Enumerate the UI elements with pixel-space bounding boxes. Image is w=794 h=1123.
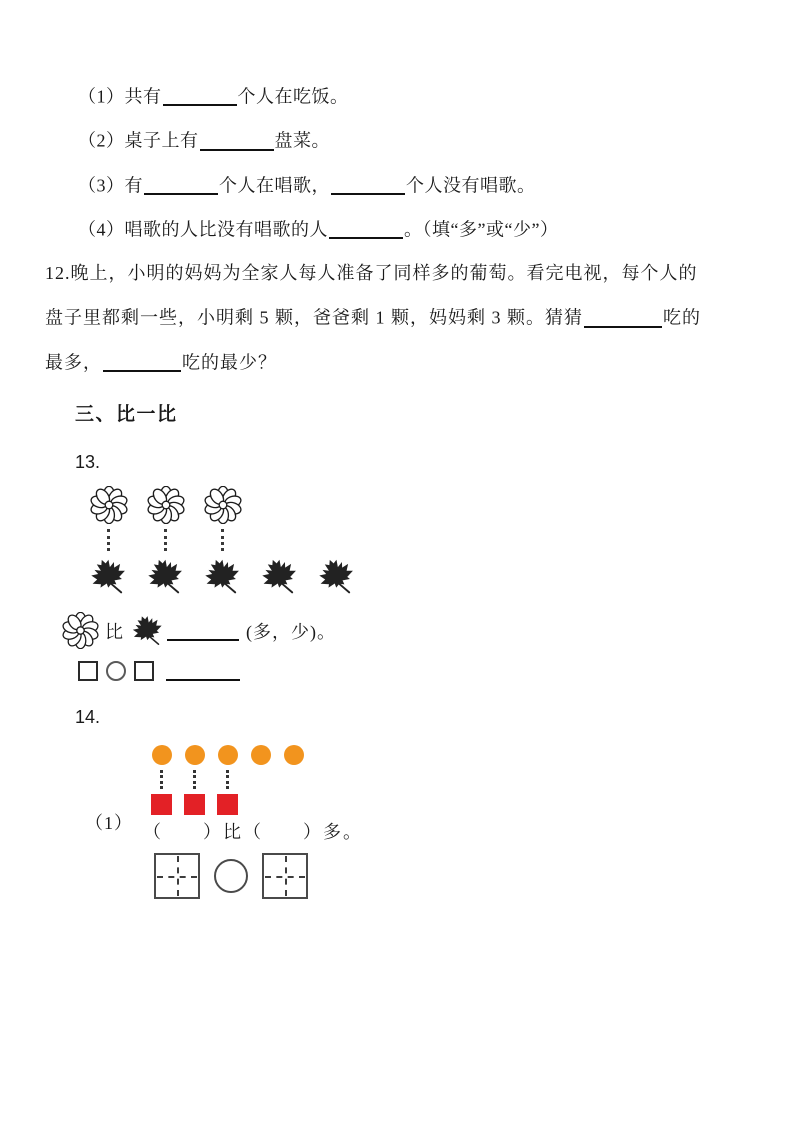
q14-circle-row bbox=[145, 745, 752, 765]
q11-subquestion-2 bbox=[78, 130, 752, 150]
red-square-counter-icon bbox=[151, 794, 172, 815]
flower-icon bbox=[204, 486, 242, 524]
item-text: 。（填“多”或“少”） bbox=[404, 219, 559, 240]
q14-number: 14. bbox=[75, 707, 101, 728]
question-text: 12.晚上，小明的妈妈为全家人每人准备了同样多的葡萄。看完电视，每个人的 bbox=[45, 263, 698, 284]
red-square-counter-icon bbox=[184, 794, 205, 815]
q12-line-1 bbox=[45, 263, 752, 283]
q14-square-row bbox=[145, 794, 752, 815]
answer-box-icon bbox=[134, 661, 154, 681]
answer-blank bbox=[200, 130, 274, 150]
item-text: 个人在唱歌， bbox=[219, 175, 330, 196]
answer-blank bbox=[331, 175, 405, 195]
item-text: （ ）比（ ）多。 bbox=[143, 822, 363, 843]
maple-leaf-icon bbox=[259, 556, 301, 598]
orange-circle-counter-icon bbox=[185, 745, 205, 765]
flower-icon bbox=[62, 612, 99, 649]
item-text: 桌子上有 bbox=[124, 130, 199, 151]
item-label: （4） bbox=[78, 219, 125, 240]
question-text: 吃的最少？ bbox=[182, 352, 277, 373]
dotted-link-icon bbox=[160, 770, 163, 789]
maple-leaf-icon bbox=[202, 556, 244, 598]
q13-number: 13. bbox=[75, 452, 101, 473]
item-text: 有 bbox=[124, 175, 143, 196]
dotted-link-icon bbox=[164, 529, 167, 551]
item-label: （1） bbox=[85, 813, 133, 834]
maple-leaf-icon bbox=[145, 556, 187, 598]
dotted-link-icon bbox=[221, 529, 224, 551]
answer-box-icon bbox=[78, 661, 98, 681]
flower-icon bbox=[147, 486, 185, 524]
item-label: （3） bbox=[78, 175, 125, 196]
q13-answer-line bbox=[62, 612, 752, 649]
maple-leaf-icon bbox=[130, 613, 166, 649]
options-text: (多，少)。 bbox=[246, 621, 336, 642]
dotted-link-icon bbox=[193, 770, 196, 789]
orange-circle-counter-icon bbox=[152, 745, 172, 765]
q14-figure bbox=[145, 745, 752, 815]
q11-subquestion-1 bbox=[78, 86, 752, 106]
q12-line-3 bbox=[45, 352, 752, 372]
section-heading: 三、比一比 bbox=[75, 404, 178, 426]
dotted-link-icon bbox=[107, 529, 110, 551]
answer-blank bbox=[144, 175, 218, 195]
answer-blank bbox=[163, 86, 237, 106]
question-text: 吃的 bbox=[663, 307, 701, 328]
flower-icon bbox=[90, 486, 128, 524]
question-text: 最多， bbox=[45, 352, 102, 373]
answer-blank bbox=[584, 307, 662, 327]
q13-symbol-row bbox=[78, 661, 752, 681]
answer-blank bbox=[166, 663, 240, 681]
comparison-circle-icon bbox=[214, 859, 248, 893]
tian-grid-box-icon bbox=[262, 853, 308, 899]
q13-figure bbox=[80, 486, 752, 598]
comparison-circle-icon bbox=[106, 661, 126, 681]
orange-circle-counter-icon bbox=[284, 745, 304, 765]
q11-subquestion-3 bbox=[78, 175, 752, 195]
item-label: （2） bbox=[78, 130, 125, 151]
q14-answer-grid-row bbox=[154, 853, 752, 899]
item-text: 个人没有唱歌。 bbox=[406, 175, 536, 196]
tian-grid-box-icon bbox=[154, 853, 200, 899]
q14-subquestion-1 bbox=[85, 813, 752, 843]
item-text: 盘菜。 bbox=[274, 130, 330, 151]
item-text: 共有 bbox=[124, 86, 162, 107]
answer-blank bbox=[329, 219, 403, 239]
q11-subquestion-4 bbox=[78, 219, 752, 239]
q14-link-row bbox=[145, 767, 752, 792]
item-label: （1） bbox=[78, 86, 125, 107]
q13-flower-row bbox=[80, 486, 752, 524]
red-square-counter-icon bbox=[217, 794, 238, 815]
orange-circle-counter-icon bbox=[251, 745, 271, 765]
answer-blank bbox=[167, 620, 239, 640]
orange-circle-counter-icon bbox=[218, 745, 238, 765]
maple-leaf-icon bbox=[316, 556, 358, 598]
answer-blank bbox=[103, 352, 181, 372]
dotted-link-icon bbox=[226, 770, 229, 789]
item-text: 唱歌的人比没有唱歌的人 bbox=[124, 219, 328, 240]
q13-leaf-row bbox=[80, 556, 752, 598]
q12-line-2 bbox=[45, 307, 752, 327]
item-text: 个人在吃饭。 bbox=[237, 86, 349, 107]
compare-word: 比 bbox=[105, 621, 124, 642]
q13-link-row bbox=[80, 526, 752, 554]
maple-leaf-icon bbox=[88, 556, 130, 598]
question-text: 盘子里都剩一些，小明剩 5 颗，爸爸剩 1 颗，妈妈剩 3 颗。猜猜 bbox=[45, 307, 583, 328]
